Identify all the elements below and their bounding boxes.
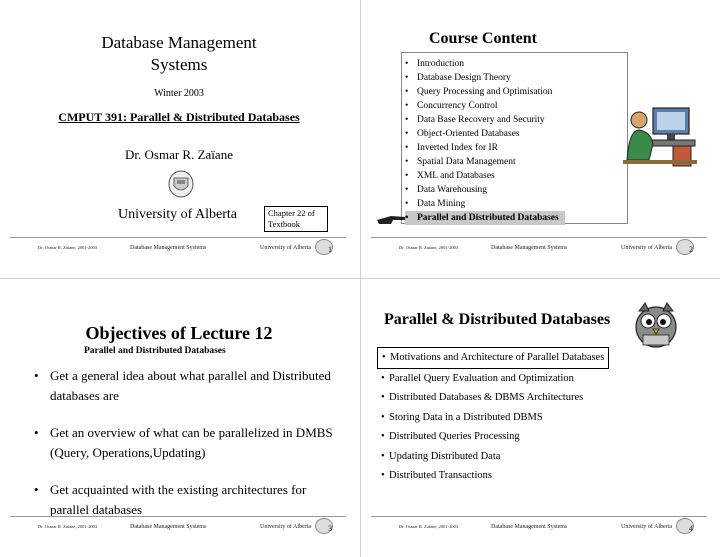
list-item: • Distributed Databases & DBMS Architectures bbox=[381, 392, 584, 403]
pointing-hand-icon bbox=[377, 210, 407, 226]
list-item: • Spatial Data Management bbox=[405, 157, 516, 167]
slide-2 bbox=[361, 0, 719, 276]
list-item: • Inverted Index for IR bbox=[405, 143, 498, 153]
list-item: • Get acquainted with the existing architectures for parallel databases bbox=[34, 482, 307, 517]
list-item: • Data Base Recovery and Security bbox=[405, 115, 545, 125]
page-number: 3 bbox=[328, 524, 332, 533]
slide-3 bbox=[0, 279, 358, 555]
university-seal-icon bbox=[168, 170, 194, 198]
list-item: • Get an overview of what can be parallelized in DMBS (Query, Operations,Updating) bbox=[34, 425, 333, 460]
author-name: Dr. Osmar R. Zaïane bbox=[125, 147, 233, 162]
list-item: • Distributed Queries Processing bbox=[381, 431, 520, 442]
footer-university: University of Alberta bbox=[621, 524, 672, 530]
footer-author: Dr. Osmar R. Zaïane, 2001-2003 bbox=[38, 245, 98, 250]
title-text: Database Management Systems bbox=[101, 33, 257, 74]
list-item: • Parallel Query Evaluation and Optimization bbox=[381, 372, 574, 384]
topics-list bbox=[377, 347, 609, 486]
footer-course: Database Management Systems bbox=[130, 524, 207, 530]
footer-author: Dr. Osmar R. Zaïane, 2001-2003 bbox=[38, 524, 98, 529]
slide-title: Parallel & Distributed Databases bbox=[384, 311, 611, 328]
slide-title bbox=[0, 32, 358, 76]
slide-footer bbox=[371, 237, 707, 257]
course-title: CMPUT 391: Parallel & Distributed Databases bbox=[58, 110, 300, 124]
footer-course: Database Management Systems bbox=[130, 245, 207, 251]
university-name: University of Alberta bbox=[118, 207, 237, 222]
footer-author: Dr. Osmar R. Zaïane, 2001-2003 bbox=[399, 245, 459, 250]
slide-footer bbox=[371, 516, 707, 536]
footer-university: University of Alberta bbox=[260, 245, 311, 251]
list-item-highlighted: • Parallel and Distributed Databases bbox=[405, 211, 565, 225]
slide-title: Objectives of Lecture 12 bbox=[85, 323, 273, 343]
slide-footer bbox=[10, 516, 346, 536]
slide-date: Winter 2003 bbox=[154, 88, 204, 99]
list-item: • Data Mining bbox=[405, 199, 466, 209]
list-item: • Object-Oriented Databases bbox=[405, 129, 520, 139]
list-item: • Updating Distributed Data bbox=[381, 450, 501, 462]
textbook-note: Chapter 22 of Textbook bbox=[264, 206, 328, 232]
list-item-highlighted: • Motivations and Architecture of Parallel Databases bbox=[377, 347, 609, 369]
page-number: 1 bbox=[328, 245, 332, 254]
list-item: • XML and Databases bbox=[405, 171, 495, 181]
slide-title: Course Content bbox=[429, 30, 537, 47]
computer-user-clipart-icon bbox=[623, 100, 697, 170]
list-item: • Storing Data in a Distributed DBMS bbox=[381, 411, 543, 423]
list-item: • Query Processing and Optimisation bbox=[405, 87, 553, 97]
list-item: • Data Warehousing bbox=[405, 185, 488, 195]
objectives-list bbox=[34, 366, 334, 537]
course-content-list bbox=[405, 57, 565, 225]
slide-4 bbox=[361, 279, 719, 555]
list-item: • Concurrency Control bbox=[405, 101, 498, 111]
slide-subtitle: Parallel and Distributed Databases bbox=[84, 346, 226, 356]
footer-university: University of Alberta bbox=[621, 245, 672, 251]
footer-university: University of Alberta bbox=[260, 524, 311, 530]
slide-footer bbox=[10, 237, 346, 257]
page-number: 4 bbox=[689, 524, 693, 533]
footer-course: Database Management Systems bbox=[491, 245, 568, 251]
page-number: 2 bbox=[689, 245, 693, 254]
footer-course: Database Management Systems bbox=[491, 524, 568, 530]
list-item: • Distributed Transactions bbox=[381, 470, 492, 481]
footer-author: Dr. Osmar R. Zaïane, 2001-2003 bbox=[399, 524, 459, 529]
slide-1 bbox=[0, 0, 358, 276]
list-item: • Get a general idea about what parallel and Distributed databases are bbox=[34, 368, 331, 403]
list-item: • Introduction bbox=[405, 59, 464, 69]
owl-clipart-icon bbox=[629, 297, 683, 349]
list-item: • Database Design Theory bbox=[405, 73, 511, 83]
